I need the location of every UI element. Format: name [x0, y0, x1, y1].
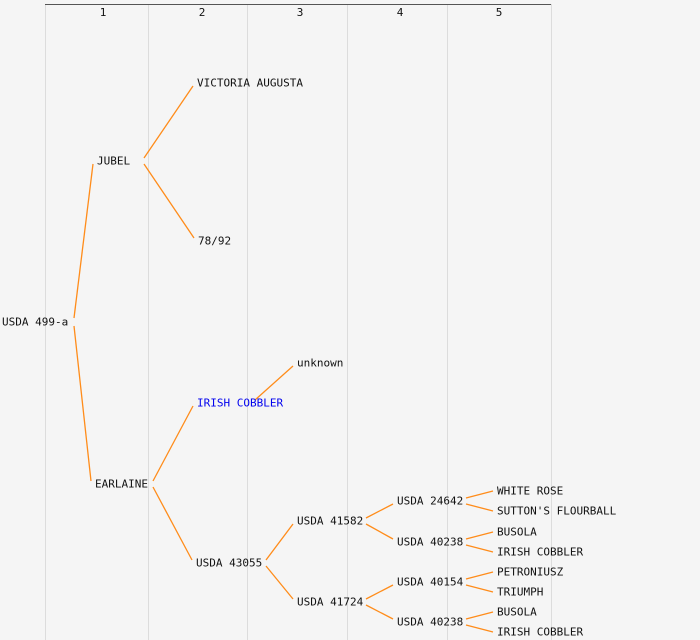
generation-header-5: 5: [495, 6, 503, 19]
pedigree-node-label: WHITE ROSE: [497, 484, 564, 498]
pedigree-edge: [74, 326, 91, 481]
pedigree-edge: [366, 585, 393, 599]
pedigree-edge: [466, 585, 493, 592]
pedigree-edge: [466, 625, 493, 632]
pedigree-edge: [466, 532, 493, 539]
pedigree-node-label: EARLAINE: [95, 477, 148, 491]
edge-lines: [74, 86, 493, 632]
pedigree-edge: [153, 406, 193, 481]
generation-header-4: 4: [396, 6, 404, 19]
pedigree-edge: [153, 487, 192, 560]
pedigree-edge: [255, 366, 293, 400]
pedigree-node-label: JUBEL: [97, 154, 131, 168]
pedigree-edge: [466, 504, 493, 511]
pedigree-node-label: BUSOLA: [497, 525, 537, 539]
pedigree-node-label: USDA 40238: [397, 535, 464, 549]
pedigree-node-label: USDA 41724: [297, 595, 364, 609]
pedigree-node-label: SUTTON'S FLOURBALL: [497, 504, 617, 518]
pedigree-edge: [466, 612, 493, 619]
pedigree-node-label: VICTORIA AUGUSTA: [197, 76, 303, 90]
pedigree-node-label: unknown: [297, 356, 344, 370]
pedigree-node-label: USDA 41582: [297, 514, 364, 528]
pedigree-node-label: USDA 499-a: [2, 315, 69, 329]
pedigree-node-label: PETRONIUSZ: [497, 565, 564, 579]
pedigree-node-label: TRIUMPH: [497, 585, 544, 599]
pedigree-edge: [366, 605, 393, 619]
pedigree-edge: [366, 524, 393, 539]
pedigree-node-label: USDA 24642: [397, 494, 464, 508]
pedigree-edge: [144, 164, 194, 238]
pedigree-edge: [266, 566, 293, 599]
pedigree-node-label: USDA 40154: [397, 575, 464, 589]
pedigree-node-label[interactable]: IRISH COBBLER: [197, 396, 284, 410]
generation-header-2: 2: [198, 6, 206, 19]
pedigree-edge: [366, 504, 393, 518]
pedigree-edge: [466, 545, 493, 552]
pedigree-node-label: 78/92: [198, 234, 232, 248]
generation-header-3: 3: [296, 6, 304, 19]
column-rules: [46, 4, 552, 640]
pedigree-node-label: BUSOLA: [497, 605, 537, 619]
pedigree-edge: [266, 524, 293, 560]
pedigree-node-label: USDA 40238: [397, 615, 464, 629]
pedigree-edge: [144, 86, 193, 158]
pedigree-edge: [466, 572, 493, 579]
generation-header-1: 1: [99, 6, 107, 19]
pedigree-edge: [74, 164, 93, 318]
pedigree-node-label: USDA 43055: [196, 556, 263, 570]
pedigree-node-label: IRISH COBBLER: [497, 545, 584, 559]
pedigree-node-label: IRISH COBBLER: [497, 625, 584, 639]
pedigree-edge: [466, 491, 493, 498]
